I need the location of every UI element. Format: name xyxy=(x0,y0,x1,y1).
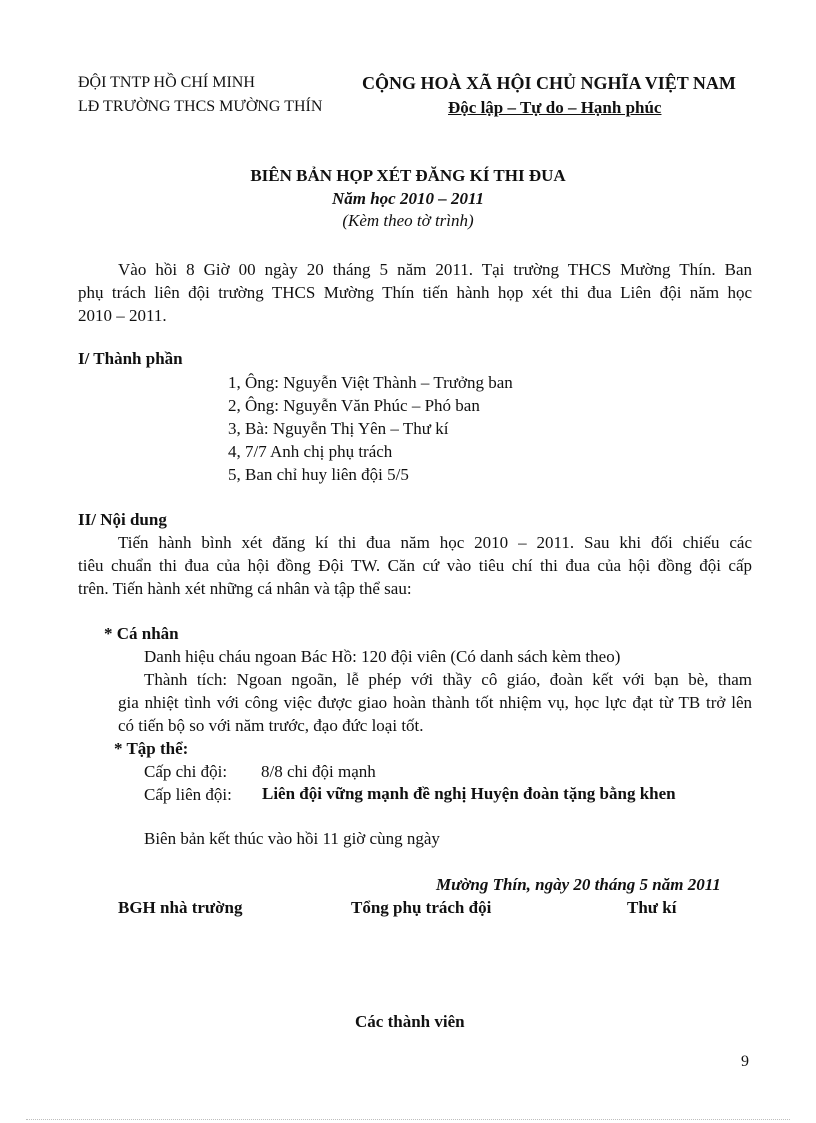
header-national-title: CỘNG HOÀ XÃ HỘI CHỦ NGHĨA VIỆT NAM xyxy=(362,73,736,93)
member-item: 4, 7/7 Anh chị phụ trách xyxy=(228,442,393,461)
signature-chief: Tổng phụ trách đội xyxy=(351,898,492,917)
content-line-1: Tiến hành bình xét đăng kí thi đua năm học 2010 – 2011. Sau khi đối chiếu các xyxy=(118,533,752,552)
signature-secretary: Thư kí xyxy=(627,898,677,917)
signature-members: Các thành viên xyxy=(355,1012,465,1031)
section-2-heading: II/ Nội dung xyxy=(78,510,167,529)
member-item: 5, Ban chỉ huy liên đội 5/5 xyxy=(228,465,409,484)
member-item: 1, Ông: Nguyễn Việt Thành – Trưởng ban xyxy=(228,373,513,392)
header-org-left: ĐỘI TNTP HỒ CHÍ MINH xyxy=(78,74,255,91)
page-bottom-divider xyxy=(26,1119,790,1120)
union-label: Cấp liên đội: xyxy=(144,785,232,804)
header-school-left: LĐ TRƯỜNG THCS MƯỜNG THÍN xyxy=(78,98,323,115)
achievement-line-2: gia nhiệt tình với công việc được giao hoàn thành tốt nhiệm vụ, học lực đạt từ TB trở lên xyxy=(118,693,752,712)
content-line-2: tiêu chuẩn thi đua của hội đồng Đội TW. Căn cứ vào tiêu chí thi đua của hội đồng đội cấp xyxy=(78,556,752,575)
branch-value: 8/8 chi đội mạnh xyxy=(261,762,376,781)
union-value: Liên đội vững mạnh đề nghị Huyện đoàn tặng bằng khen xyxy=(262,784,676,803)
header-motto: Độc lập – Tự do – Hạnh phúc xyxy=(448,98,662,117)
achievement-line-1: Thành tích: Ngoan ngoãn, lễ phép với thầy cô giáo, đoàn kết với bạn bè, tham xyxy=(144,670,752,689)
page-number: 9 xyxy=(741,1053,749,1070)
attachment-note: (Kèm theo tờ trình) xyxy=(342,211,474,230)
intro-line-1: Vào hồi 8 Giờ 00 ngày 20 tháng 5 năm 2011. Tại trường THCS Mường Thín. Ban xyxy=(118,260,752,279)
individual-title: Danh hiệu cháu ngoan Bác Hồ: 120 đội viên (Có danh sách kèm theo) xyxy=(144,647,621,666)
individual-heading: * Cá nhân xyxy=(104,624,179,643)
intro-line-3: 2010 – 2011. xyxy=(78,306,167,325)
document-title: BIÊN BẢN HỌP XÉT ĐĂNG KÍ THI ĐUA xyxy=(250,166,566,185)
intro-line-2: phụ trách liên đội trường THCS Mường Thín tiến hành họp xét thi đua Liên đội năm học xyxy=(78,283,752,302)
closing-statement: Biên bản kết thúc vào hồi 11 giờ cùng ngày xyxy=(144,829,440,848)
collective-heading: * Tập thể: xyxy=(114,739,189,758)
achievement-line-3: có tiến bộ so với năm trước, đạo đức loại tốt. xyxy=(118,716,424,735)
member-item: 2, Ông: Nguyễn Văn Phúc – Phó ban xyxy=(228,396,480,415)
content-line-3: trên. Tiến hành xét những cá nhân và tập thể sau: xyxy=(78,579,412,598)
member-item: 3, Bà: Nguyễn Thị Yên – Thư kí xyxy=(228,419,449,438)
signature-bgh: BGH nhà trường xyxy=(118,898,243,917)
branch-label: Cấp chi đội: xyxy=(144,762,228,781)
place-date: Mường Thín, ngày 20 tháng 5 năm 2011 xyxy=(436,875,721,894)
section-1-heading: I/ Thành phần xyxy=(78,349,183,368)
school-year: Năm học 2010 – 2011 xyxy=(331,189,485,208)
